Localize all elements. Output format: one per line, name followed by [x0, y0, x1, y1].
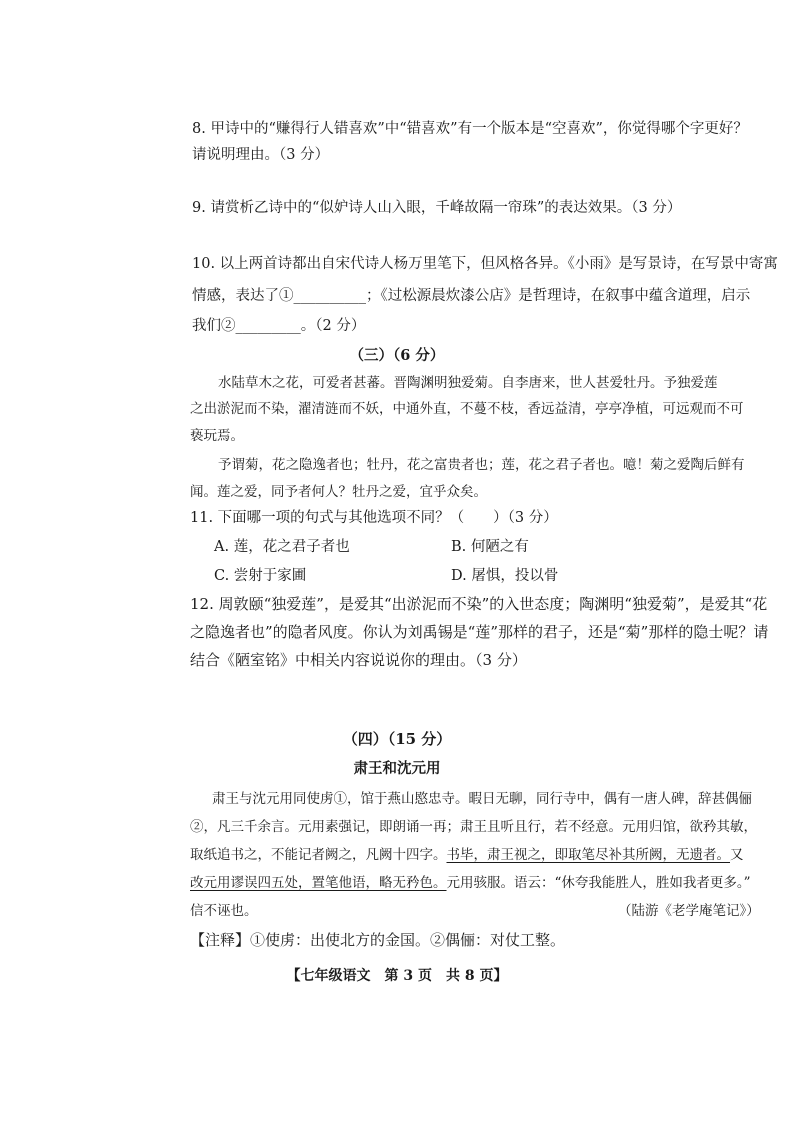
q10-line-1: 10. 以上两首诗都出自宋代诗人杨万里笔下，但风格各异。《小雨》是写景诗，在写景中寄寓	[192, 256, 778, 272]
section4-source: （陆游《老学庵笔记》）	[618, 903, 760, 919]
q10-line-2: 情感，表达了①__________；《过松源晨炊漆公店》是哲理诗，在叙事中蕴含道理，启示	[192, 288, 751, 304]
q12-line-2: 之隐逸者也”的隐者风度。你认为刘禹锡是“莲”那样的君子，还是“菊”那样的隐士呢？请	[190, 623, 769, 641]
section3-para2-line2: 闻。莲之爱，同予者何人？牡丹之爱，宜乎众矣。	[190, 484, 487, 500]
section4-line-2: ②，凡三千余言。元用素强记，即朗诵一再；肃王且听且行，若不经意。元用归馆，欲矜其敏，	[190, 819, 757, 835]
section3-para1-line2: 之出淤泥而不染，濯清涟而不妖，中通外直，不蔓不枝，香远益清，亭亭净植，可远观而不可	[190, 401, 744, 417]
section4-line-3	[190, 845, 744, 865]
q11-option-a: A. 莲，花之君子者也	[214, 539, 350, 555]
q11-stem: 11. 下面哪一项的句式与其他选项不同？（ ）（3 分）	[190, 510, 558, 526]
q11-option-b: B. 何陋之有	[451, 539, 529, 555]
q8-line-2: 请说明理由。（3 分）	[192, 147, 330, 163]
page-footer: 【七年级语文 第 3 页 共 8 页】	[286, 968, 508, 984]
section3-heading: （三）（6 分）	[349, 347, 445, 364]
section4-line-3-tail: 又	[730, 847, 744, 863]
section4-line-4	[190, 873, 751, 893]
section3-para1-line1: 水陆草木之花，可爱者甚蕃。晋陶渊明独爱菊。自李唐来，世人甚爱牡丹。予独爱莲	[218, 375, 718, 391]
q12-line-1: 12. 周敦颐“独爱莲”，是爱其“出淤泥而不染”的入世态度；陶渊明“独爱菊”，是爱其“花	[190, 595, 768, 613]
q9-line-1: 9. 请赏析乙诗中的“似妒诗人山入眼，千峰故隔一帘珠”的表达效果。（3 分）	[192, 200, 682, 216]
section3-para2-line1: 予谓菊，花之隐逸者也；牡丹，花之富贵者也；莲，花之君子者也。噫！菊之爱陶后鲜有	[218, 457, 745, 473]
section4-underlined-sentence-2: 改元用谬误四五处，置笔他语，略无矜色。	[190, 875, 447, 891]
section4-line-5: 信不诬也。	[190, 903, 258, 919]
q11-option-d: D. 屠惧，投以骨	[451, 568, 559, 584]
q8-line-1: 8. 甲诗中的“赚得行人错喜欢”中“错喜欢”有一个版本是“空喜欢”，你觉得哪个字更好？	[192, 121, 748, 137]
section4-underlined-sentence-1: 书毕，肃王视之，即取笔尽补其所阙，无遗者。	[446, 847, 730, 863]
section4-title: 肃王和沈元用	[353, 760, 441, 777]
q11-option-c: C. 尝射于家圃	[214, 568, 307, 584]
section4-note: 【注释】①使虏：出使北方的金国。②偶俪：对仗工整。	[190, 931, 566, 949]
q10-line-3: 我们②_________。（2 分）	[192, 318, 366, 334]
section3-para1-line3: 亵玩焉。	[190, 428, 244, 444]
section4-line-1: 肃王与沈元用同使虏①，馆于燕山愍忠寺。暇日无聊，同行寺中，偶有一唐人碑，辞甚偶俪	[212, 791, 752, 807]
section4-line-3-plain: 取纸追书之，不能记者阙之，凡阙十四字。	[190, 847, 447, 863]
section4-line-4-tail: 元用骇服。语云：“休夸我能胜人，胜如我者更多。”	[446, 875, 751, 891]
q12-line-3: 结合《陋室铭》中相关内容说说你的理由。（3 分）	[190, 651, 527, 669]
section4-heading: （四）（15 分）	[342, 730, 452, 748]
